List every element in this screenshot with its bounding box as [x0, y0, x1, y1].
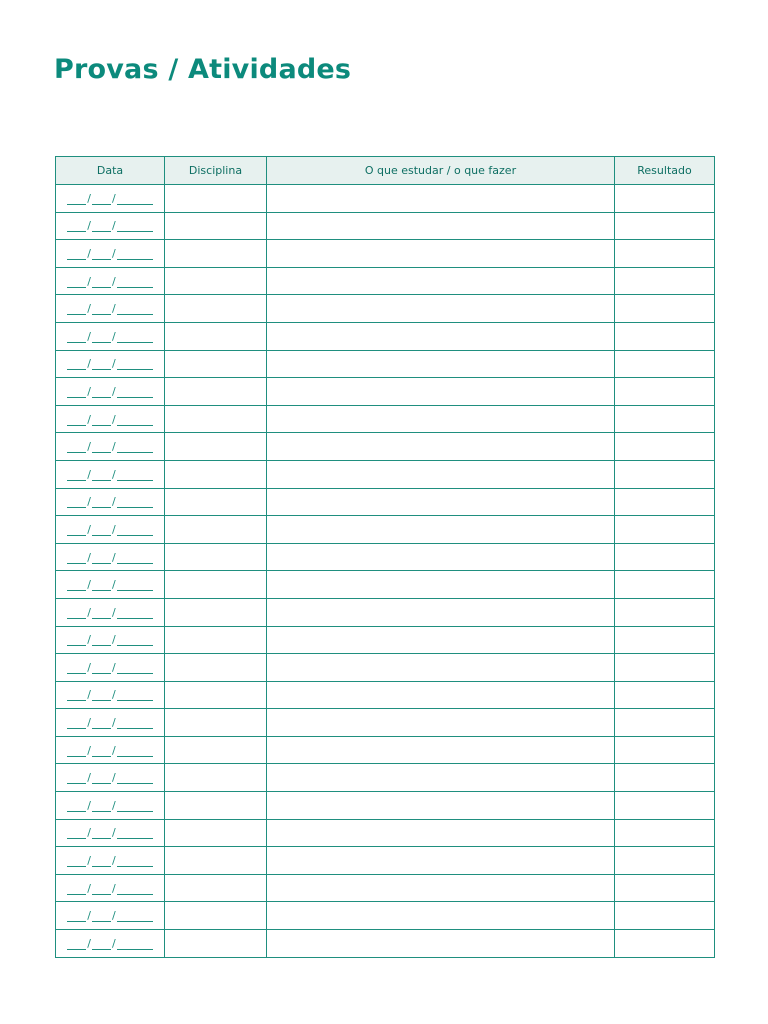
- task-cell[interactable]: [267, 433, 615, 461]
- date-separator: /: [112, 357, 116, 371]
- page-title: Provas / Atividades: [54, 54, 352, 85]
- task-cell[interactable]: [267, 930, 615, 958]
- year-blank: [117, 203, 153, 205]
- result-cell[interactable]: [615, 902, 715, 930]
- table-row: [56, 267, 715, 295]
- year-blank: [117, 644, 153, 646]
- day-blank: [67, 837, 86, 839]
- date-cell[interactable]: [56, 874, 165, 902]
- subject-cell[interactable]: [165, 267, 267, 295]
- year-blank: [117, 782, 153, 784]
- task-cell[interactable]: [267, 571, 615, 599]
- day-blank: [67, 203, 86, 205]
- subject-cell[interactable]: [165, 240, 267, 268]
- month-blank: [92, 948, 111, 950]
- subject-cell[interactable]: [165, 516, 267, 544]
- subject-cell[interactable]: [165, 792, 267, 820]
- day-blank: [67, 644, 86, 646]
- task-cell[interactable]: [267, 460, 615, 488]
- result-cell[interactable]: [615, 930, 715, 958]
- date-separator: /: [87, 578, 91, 592]
- result-cell[interactable]: [615, 874, 715, 902]
- month-blank: [92, 451, 111, 453]
- task-cell[interactable]: [267, 764, 615, 792]
- table-row: [56, 295, 715, 323]
- date-separator: /: [87, 771, 91, 785]
- date-separator: /: [87, 412, 91, 426]
- day-blank: [67, 258, 86, 260]
- date-separator: /: [87, 854, 91, 868]
- day-blank: [67, 672, 86, 674]
- month-blank: [92, 865, 111, 867]
- table-row: [56, 709, 715, 737]
- result-cell[interactable]: [615, 571, 715, 599]
- month-blank: [92, 644, 111, 646]
- date-separator: /: [112, 302, 116, 316]
- date-cell[interactable]: [56, 626, 165, 654]
- day-blank: [67, 286, 86, 288]
- result-cell[interactable]: [615, 681, 715, 709]
- day-blank: [67, 727, 86, 729]
- result-cell[interactable]: [615, 212, 715, 240]
- table-row: [56, 516, 715, 544]
- exam-activity-table: [55, 156, 715, 958]
- subject-cell[interactable]: [165, 488, 267, 516]
- header-subject: Disciplina: [165, 157, 267, 185]
- date-cell[interactable]: [56, 709, 165, 737]
- day-blank: [67, 341, 86, 343]
- date-separator: /: [112, 633, 116, 647]
- task-cell[interactable]: [267, 240, 615, 268]
- year-blank: [117, 368, 153, 370]
- task-cell[interactable]: [267, 267, 615, 295]
- table-row: [56, 681, 715, 709]
- month-blank: [92, 699, 111, 701]
- table-row: [56, 240, 715, 268]
- task-cell[interactable]: [267, 322, 615, 350]
- date-separator: /: [87, 357, 91, 371]
- year-blank: [117, 258, 153, 260]
- date-separator: /: [112, 440, 116, 454]
- table-row: [56, 433, 715, 461]
- task-cell[interactable]: [267, 295, 615, 323]
- date-separator: /: [112, 716, 116, 730]
- day-blank: [67, 755, 86, 757]
- date-separator: /: [112, 688, 116, 702]
- result-cell[interactable]: [615, 295, 715, 323]
- table-row: [56, 322, 715, 350]
- date-separator: /: [87, 522, 91, 536]
- task-cell[interactable]: [267, 488, 615, 516]
- result-cell[interactable]: [615, 460, 715, 488]
- year-blank: [117, 506, 153, 508]
- date-cell[interactable]: [56, 433, 165, 461]
- day-blank: [67, 368, 86, 370]
- date-separator: /: [112, 495, 116, 509]
- year-blank: [117, 341, 153, 343]
- day-blank: [67, 479, 86, 481]
- subject-cell[interactable]: [165, 433, 267, 461]
- task-cell[interactable]: [267, 902, 615, 930]
- result-cell[interactable]: [615, 654, 715, 682]
- result-cell[interactable]: [615, 378, 715, 406]
- month-blank: [92, 755, 111, 757]
- task-cell[interactable]: [267, 681, 615, 709]
- table-row: [56, 405, 715, 433]
- table-row: [56, 874, 715, 902]
- day-blank: [67, 782, 86, 784]
- year-blank: [117, 589, 153, 591]
- year-blank: [117, 893, 153, 895]
- date-separator: /: [87, 881, 91, 895]
- date-separator: /: [112, 660, 116, 674]
- table-header-row: [56, 157, 715, 185]
- year-blank: [117, 948, 153, 950]
- date-cell[interactable]: [56, 654, 165, 682]
- subject-cell[interactable]: [165, 736, 267, 764]
- date-cell[interactable]: [56, 571, 165, 599]
- date-separator: /: [87, 329, 91, 343]
- date-cell[interactable]: [56, 350, 165, 378]
- date-separator: /: [112, 578, 116, 592]
- result-cell[interactable]: [615, 736, 715, 764]
- date-cell[interactable]: [56, 267, 165, 295]
- date-cell[interactable]: [56, 902, 165, 930]
- date-separator: /: [87, 688, 91, 702]
- month-blank: [92, 837, 111, 839]
- date-cell[interactable]: [56, 792, 165, 820]
- date-cell[interactable]: [56, 322, 165, 350]
- subject-cell[interactable]: [165, 681, 267, 709]
- date-cell[interactable]: [56, 240, 165, 268]
- date-cell[interactable]: [56, 543, 165, 571]
- month-blank: [92, 230, 111, 232]
- date-separator: /: [112, 384, 116, 398]
- month-blank: [92, 286, 111, 288]
- year-blank: [117, 755, 153, 757]
- result-cell[interactable]: [615, 185, 715, 213]
- subject-cell[interactable]: [165, 543, 267, 571]
- date-cell[interactable]: [56, 930, 165, 958]
- month-blank: [92, 589, 111, 591]
- task-cell[interactable]: [267, 212, 615, 240]
- date-separator: /: [87, 440, 91, 454]
- task-cell[interactable]: [267, 378, 615, 406]
- day-blank: [67, 589, 86, 591]
- day-blank: [67, 396, 86, 398]
- month-blank: [92, 893, 111, 895]
- subject-cell[interactable]: [165, 322, 267, 350]
- date-separator: /: [112, 412, 116, 426]
- day-blank: [67, 534, 86, 536]
- day-blank: [67, 506, 86, 508]
- table-row: [56, 460, 715, 488]
- subject-cell[interactable]: [165, 902, 267, 930]
- subject-cell[interactable]: [165, 819, 267, 847]
- day-blank: [67, 893, 86, 895]
- date-separator: /: [87, 550, 91, 564]
- subject-cell[interactable]: [165, 185, 267, 213]
- date-separator: /: [112, 219, 116, 233]
- subject-cell[interactable]: [165, 350, 267, 378]
- date-separator: /: [112, 771, 116, 785]
- date-separator: /: [87, 798, 91, 812]
- date-cell[interactable]: [56, 847, 165, 875]
- day-blank: [67, 230, 86, 232]
- table-body: [56, 185, 715, 958]
- result-cell[interactable]: [615, 709, 715, 737]
- table-row: [56, 626, 715, 654]
- header-result: Resultado: [615, 157, 715, 185]
- date-cell[interactable]: [56, 819, 165, 847]
- result-cell[interactable]: [615, 543, 715, 571]
- date-separator: /: [112, 274, 116, 288]
- month-blank: [92, 617, 111, 619]
- result-cell[interactable]: [615, 405, 715, 433]
- month-blank: [92, 727, 111, 729]
- month-blank: [92, 810, 111, 812]
- month-blank: [92, 562, 111, 564]
- task-cell[interactable]: [267, 709, 615, 737]
- year-blank: [117, 727, 153, 729]
- date-cell[interactable]: [56, 764, 165, 792]
- table-row: [56, 819, 715, 847]
- subject-cell[interactable]: [165, 654, 267, 682]
- task-cell[interactable]: [267, 874, 615, 902]
- year-blank: [117, 617, 153, 619]
- subject-cell[interactable]: [165, 212, 267, 240]
- month-blank: [92, 258, 111, 260]
- task-cell[interactable]: [267, 405, 615, 433]
- day-blank: [67, 424, 86, 426]
- date-separator: /: [87, 191, 91, 205]
- date-separator: /: [112, 826, 116, 840]
- date-separator: /: [87, 936, 91, 950]
- task-cell[interactable]: [267, 847, 615, 875]
- date-cell[interactable]: [56, 516, 165, 544]
- task-cell[interactable]: [267, 792, 615, 820]
- header-date: Data: [56, 157, 165, 185]
- date-cell[interactable]: [56, 488, 165, 516]
- table-row: [56, 212, 715, 240]
- table-row: [56, 378, 715, 406]
- date-separator: /: [87, 495, 91, 509]
- year-blank: [117, 699, 153, 701]
- subject-cell[interactable]: [165, 405, 267, 433]
- subject-cell[interactable]: [165, 764, 267, 792]
- year-blank: [117, 534, 153, 536]
- date-cell[interactable]: [56, 598, 165, 626]
- result-cell[interactable]: [615, 626, 715, 654]
- task-cell[interactable]: [267, 543, 615, 571]
- subject-cell[interactable]: [165, 571, 267, 599]
- month-blank: [92, 424, 111, 426]
- day-blank: [67, 920, 86, 922]
- date-separator: /: [87, 467, 91, 481]
- date-separator: /: [87, 605, 91, 619]
- result-cell[interactable]: [615, 350, 715, 378]
- day-blank: [67, 562, 86, 564]
- table-row: [56, 764, 715, 792]
- result-cell[interactable]: [615, 819, 715, 847]
- table-row: [56, 350, 715, 378]
- date-separator: /: [112, 329, 116, 343]
- year-blank: [117, 479, 153, 481]
- month-blank: [92, 396, 111, 398]
- date-separator: /: [112, 936, 116, 950]
- year-blank: [117, 230, 153, 232]
- date-cell[interactable]: [56, 378, 165, 406]
- table-row: [56, 736, 715, 764]
- task-cell[interactable]: [267, 736, 615, 764]
- date-separator: /: [87, 274, 91, 288]
- day-blank: [67, 948, 86, 950]
- result-cell[interactable]: [615, 488, 715, 516]
- day-blank: [67, 865, 86, 867]
- year-blank: [117, 451, 153, 453]
- subject-cell[interactable]: [165, 460, 267, 488]
- task-cell[interactable]: [267, 626, 615, 654]
- year-blank: [117, 865, 153, 867]
- table-row: [56, 185, 715, 213]
- date-separator: /: [112, 550, 116, 564]
- month-blank: [92, 203, 111, 205]
- subject-cell[interactable]: [165, 709, 267, 737]
- date-cell[interactable]: [56, 681, 165, 709]
- date-separator: /: [87, 633, 91, 647]
- year-blank: [117, 920, 153, 922]
- result-cell[interactable]: [615, 847, 715, 875]
- date-separator: /: [112, 743, 116, 757]
- month-blank: [92, 479, 111, 481]
- task-cell[interactable]: [267, 819, 615, 847]
- year-blank: [117, 672, 153, 674]
- date-cell[interactable]: [56, 736, 165, 764]
- result-cell[interactable]: [615, 516, 715, 544]
- table-row: [56, 902, 715, 930]
- date-cell[interactable]: [56, 212, 165, 240]
- day-blank: [67, 699, 86, 701]
- date-separator: /: [112, 798, 116, 812]
- table-row: [56, 930, 715, 958]
- subject-cell[interactable]: [165, 847, 267, 875]
- day-blank: [67, 451, 86, 453]
- month-blank: [92, 341, 111, 343]
- date-separator: /: [112, 854, 116, 868]
- year-blank: [117, 562, 153, 564]
- table-row: [56, 847, 715, 875]
- date-separator: /: [87, 302, 91, 316]
- year-blank: [117, 396, 153, 398]
- result-cell[interactable]: [615, 433, 715, 461]
- day-blank: [67, 810, 86, 812]
- result-cell[interactable]: [615, 792, 715, 820]
- date-separator: /: [87, 660, 91, 674]
- subject-cell[interactable]: [165, 626, 267, 654]
- date-cell[interactable]: [56, 460, 165, 488]
- month-blank: [92, 534, 111, 536]
- year-blank: [117, 424, 153, 426]
- result-cell[interactable]: [615, 598, 715, 626]
- date-separator: /: [112, 522, 116, 536]
- task-cell[interactable]: [267, 598, 615, 626]
- subject-cell[interactable]: [165, 598, 267, 626]
- subject-cell[interactable]: [165, 378, 267, 406]
- subject-cell[interactable]: [165, 930, 267, 958]
- result-cell[interactable]: [615, 267, 715, 295]
- table-row: [56, 598, 715, 626]
- month-blank: [92, 782, 111, 784]
- date-separator: /: [112, 909, 116, 923]
- table-row: [56, 571, 715, 599]
- year-blank: [117, 313, 153, 315]
- task-cell[interactable]: [267, 654, 615, 682]
- task-cell[interactable]: [267, 516, 615, 544]
- date-separator: /: [112, 191, 116, 205]
- year-blank: [117, 810, 153, 812]
- month-blank: [92, 506, 111, 508]
- result-cell[interactable]: [615, 322, 715, 350]
- date-cell[interactable]: [56, 295, 165, 323]
- month-blank: [92, 368, 111, 370]
- month-blank: [92, 920, 111, 922]
- month-blank: [92, 672, 111, 674]
- date-separator: /: [112, 467, 116, 481]
- subject-cell[interactable]: [165, 295, 267, 323]
- year-blank: [117, 837, 153, 839]
- date-separator: /: [87, 716, 91, 730]
- day-blank: [67, 313, 86, 315]
- date-separator: /: [87, 246, 91, 260]
- date-cell[interactable]: [56, 405, 165, 433]
- result-cell[interactable]: [615, 764, 715, 792]
- header-task: O que estudar / o que fazer: [267, 157, 615, 185]
- month-blank: [92, 313, 111, 315]
- date-separator: /: [87, 219, 91, 233]
- date-separator: /: [112, 881, 116, 895]
- table-row: [56, 654, 715, 682]
- year-blank: [117, 286, 153, 288]
- table-row: [56, 792, 715, 820]
- subject-cell[interactable]: [165, 874, 267, 902]
- date-separator: /: [87, 909, 91, 923]
- date-cell[interactable]: [56, 185, 165, 213]
- task-cell[interactable]: [267, 350, 615, 378]
- task-cell[interactable]: [267, 185, 615, 213]
- date-separator: /: [87, 384, 91, 398]
- date-separator: /: [112, 605, 116, 619]
- table-row: [56, 543, 715, 571]
- day-blank: [67, 617, 86, 619]
- date-separator: /: [112, 246, 116, 260]
- table-row: [56, 488, 715, 516]
- result-cell[interactable]: [615, 240, 715, 268]
- date-separator: /: [87, 826, 91, 840]
- date-separator: /: [87, 743, 91, 757]
